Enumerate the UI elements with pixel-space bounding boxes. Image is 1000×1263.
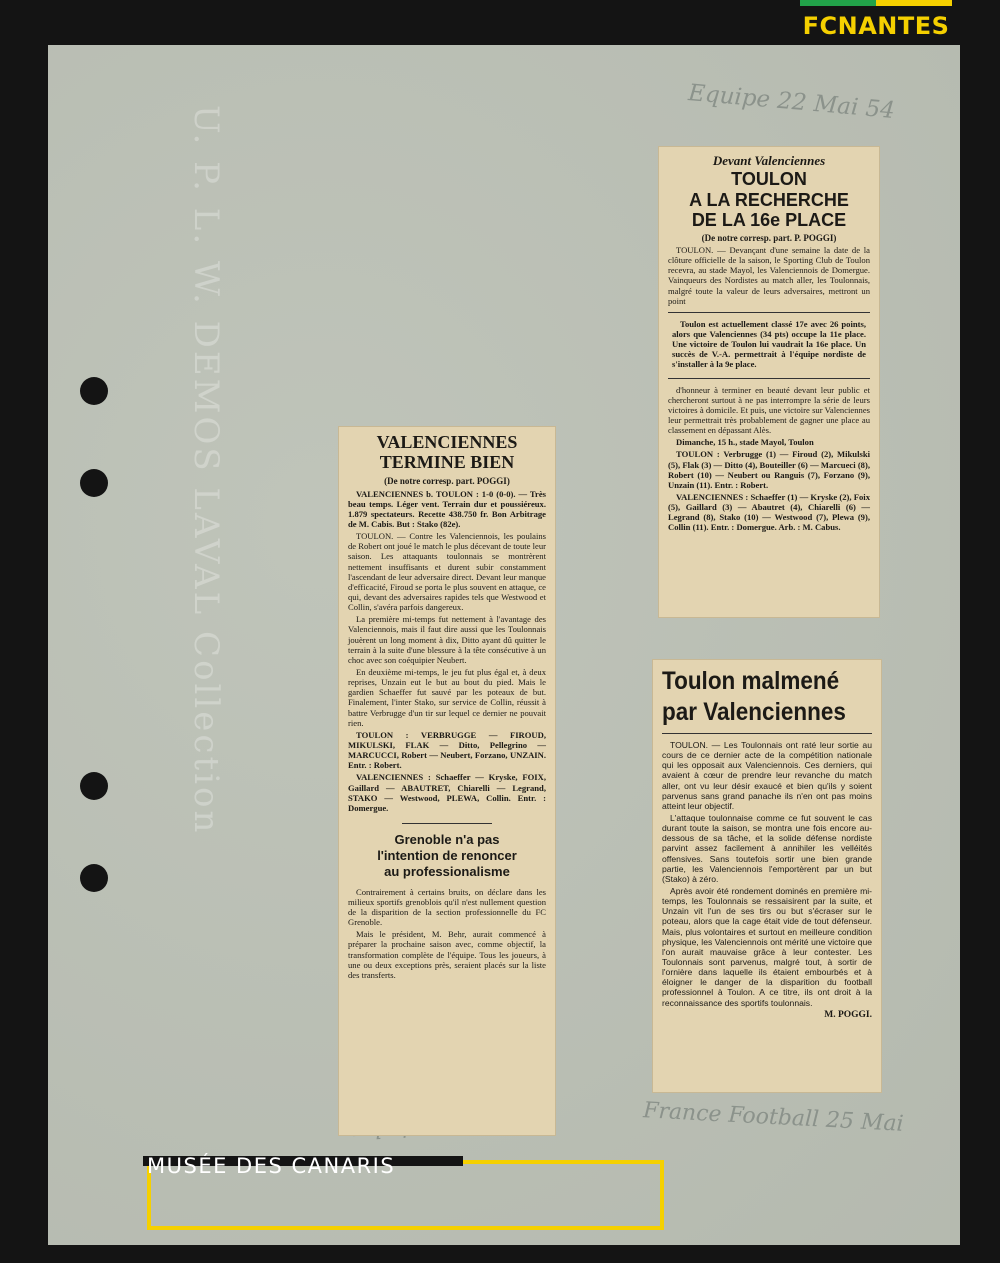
headline-line: par Valenciennes [662,697,846,726]
divider [402,823,492,824]
headline-line: DE LA 16e PLACE [691,210,847,231]
logo-label: FCNANTES [802,12,950,40]
handwritten-note-top: Equipe 22 Mai 54 [687,80,896,124]
lineup-toulon: TOULON : VERBRUGGE — FIROUD, MIKULSKI, FLAK — Ditto, Pellegrino — MARCUCCI, Robert — Neubert, Forzano, UNZAIN. Entr. : Robert. [348,729,546,771]
headline-line: TERMINE BIEN [379,451,515,472]
standings-text: Toulon est actuellement classé 17e avec 26 points, alors que Valenciennes (34 pts) occupe la 11e place. Une victoire de Toulon lui vaudrait la 16e place. Un succès de V.-A. permettrait à l'équipe nordiste de s'installer à la 9e place. [672,318,866,370]
fc-nantes-logo [800,0,952,42]
divider [662,733,872,734]
logo-stripe [800,0,952,6]
clipping-toulon-malmene [652,659,882,1093]
handwritten-note-right: France Football 25 Mai [642,1098,905,1137]
correspondent-line: (De notre corresp. part. P. POGGI) [701,233,837,244]
standings-box [668,312,870,379]
museum-label: MUSÉE DES CANARIS [147,1154,396,1178]
article-paragraph: En deuxième mi-temps, le jeu fut plus égal et, à deux reprises, Unzain eut le but au bout du pied. Mais le gardien Schaeffer fut sauvé par les poteaux de but. Finalement, l'inter Stako, sur service de Collin, réussit à battre Verbrugge d'un tir sur lequel ce dernier ne pouvait rien. [348,666,546,728]
binder-hole [80,772,108,800]
article-paragraph: Contrairement à certains bruits, on déclare dans les milieux sportifs grenoblois qu'il n'est nullement question de la disparition de la section professionnelle du FC Grenoble. [348,886,546,928]
article-paragraph: TOULON. — Les Toulonnais ont raté leur sortie au cours de ce dernier acte de la compétition nationale qui les opposait aux Valenciennois. Ces derniers, qui avaient à cœur de prendre leur revanche du match aller, ont vu leur désir exaucé et bien qu'ils y soient parvenus sans grand panache ils n'en ont pas moins atteint leur objectif. [662,740,872,811]
clipping-valenciennes-termine-bien [338,426,556,1136]
article-paragraph: Après avoir été rondement dominés en première mi-temps, les Toulonnais se ressaisirent par la suite, et Unzain vit l'un de ses tirs ou but s'écraser sur le poteau, alors que la cage était vide de tout défenseur. Mais, plus volontaires et surtout en meilleure condition physique, les Valenciennois ont mérité une victoire que l'on aurait mauvaise grâce à leur contester. Les Toulonnais sont parvenus, malgré tout, à sortir de l'ornière dans laquelle ils étaient embourbés et à éloigner le danger de la disparition du football professionnel à Toulon. A ce titre, ils ont droit à la reconnaissance des sportifs toulonnais. [662,885,872,1008]
article-paragraph: d'honneur à terminer en beauté devant leur public et chercheront surtout à ne pas interrompre la série de leurs victoires à domicile. Et puis, une victoire sur Valenciennes leur permettrait très probablement de gagner une place au classement en dépassant Alès. [668,384,870,436]
headline-line: A LA RECHERCHE [689,189,849,210]
lineup-valenciennes: VALENCIENNES : Schaeffer (1) — Kryske (2), Foix (5), Gaillard (3) — Abautret (4), Chiarelli (6) — Legrand (8), Stako (10) — Westwood (7), Plewa (9), Collin (11). Entr. : Domergue. Arb. : M. Cabus. [668,492,870,533]
lineup-toulon: TOULON : Verbrugge (1) — Firoud (2), Mikulski (5), Flak (3) — Ditto (4), Bouteiller (6) — Marcueci (8), Robert (10) — Neubert ou Ranguis (7), Forzano (9), Unzain (11). Entr. : Robert. [668,449,870,490]
author-signature: M. POGGI. [824,1009,872,1020]
headline-line: TOULON [731,169,807,189]
binder-hole [80,469,108,497]
sub-headline-line: au professionalisme [384,864,510,880]
binder-hole [80,377,108,405]
fixture-line: Dimanche, 15 h., stade Mayol, Toulon [676,437,814,448]
clipping-headline [662,666,851,727]
sub-headline-line: Grenoble n'a pas [394,831,500,847]
lineup-valenciennes: VALENCIENNES : Schaeffer — Kryske, FOIX, Gaillard — ABAUTRET, Chiarelli — Legrand, STAKO — Westwood, PLEWA, Collin. Entr. : Domergue. [348,772,546,813]
article-paragraph: TOULON. — Contre les Valenciennois, les poulains de Robert ont joué le match le plus décevant de toute leur saison. Les attaquants toulonnais se montrèrent nettement insuffisants et durent subir constamment l'ascendant de leur adversaire direct. Devant leur manque d'efficacité, Firoud se porta le plus souvent en attaque, ce qui, devant des adversaires rapides tels que Westwood et Collin, s'avéra parfois dangereux. [348,531,546,613]
headline-line: Toulon malmené [662,667,840,695]
correspondent-line: (De notre corresp. part. POGGI) [384,475,510,486]
scrapbook-page [48,45,960,1245]
headline-line: VALENCIENNES [376,432,518,452]
clipping-headline [348,433,546,473]
article-paragraph: L'attaque toulonnaise comme ce fut souvent le cas durant toute la saison, se montra une fois encore au-dessous de sa tâche, et la solide défense nordiste parvint assez facilement à annihiler les velléités offensives. Sans toutefois sortir une bien grande partie, les Valenciennois l'emportèrent par un but (Stako) à zéro. [662,812,872,884]
clipping-kicker: Devant Valenciennes [712,153,826,168]
clipping-toulon-recherche [658,146,880,618]
paper-watermark: U. P. L. W. DEMOS LAVAL Collection [186,105,226,836]
article-paragraph: TOULON. — Devançant d'une semaine la date de la clôture officielle de la saison, le Sporting Club de Toulon recevra, au stade Mayol, les Valenciennois de Domergue. Vainqueurs des Nordistes au match aller, les Toulonnais, malgré toute la valeur de leurs adversaires, mettront un point [668,245,870,306]
article-paragraph: La première mi-temps fut nettement à l'avantage des Valenciennois, mais il faut dire aussi que les Toulonnais jouèrent un long moment à dix, Ditto ayant dû quitter le terrain à la suite d'une blessure à la tête consécutive à un choc avec son coéquipier Neubert. [348,614,546,665]
sub-headline-line: l'intention de renoncer [377,848,517,864]
binder-hole [80,864,108,892]
sub-headline [348,832,546,881]
clipping-headline [668,169,870,231]
article-paragraph: Mais le président, M. Behr, aurait commencé à préparer la prochaine saison avec, comme objectif, la transformation complète de l'équipe. Tous les joueurs, à une ou deux exceptions près, seraient placés sur la liste des transferts. [348,929,546,980]
match-result: VALENCIENNES b. TOULON : 1-0 (0-0). — Très beau temps. Léger vent. Terrain dur et poussiéreux. 1.879 spectateurs. Recette 438.750 fr. Bon Arbitrage de M. Cabis. But : Stako (82e). [348,488,546,530]
